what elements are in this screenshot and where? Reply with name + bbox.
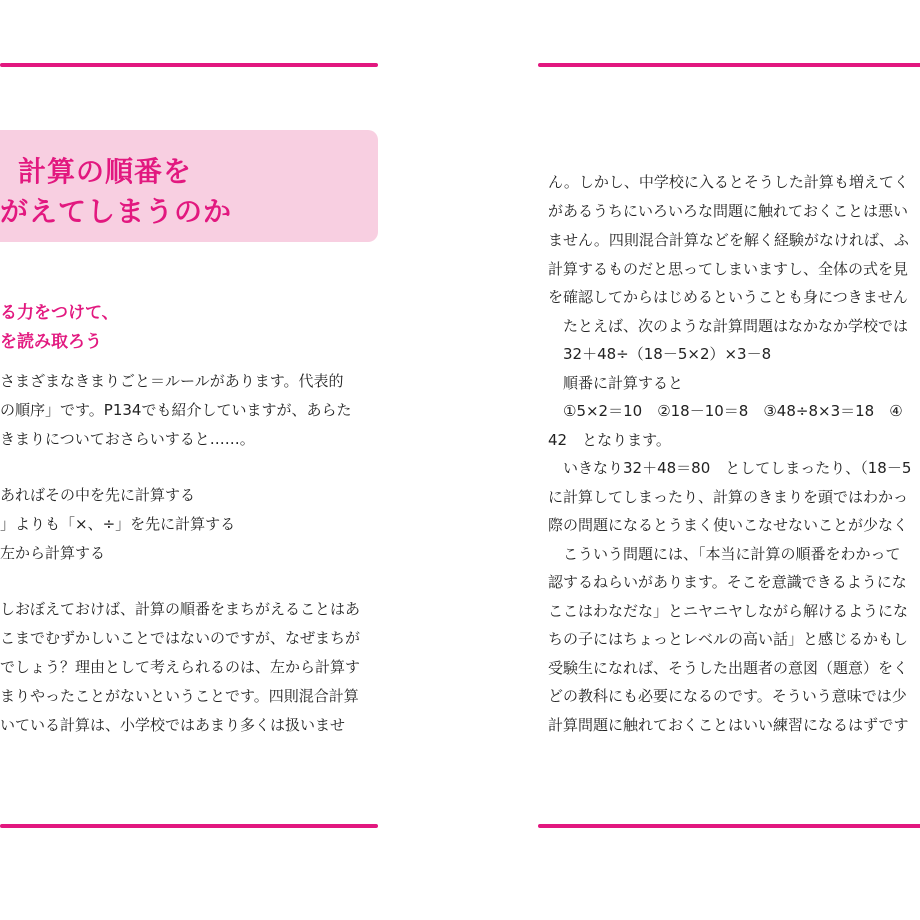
right-line-7: 32＋48÷（18－5×2）×3－8 [548,345,772,363]
right-line-3: ません。四則混合計算などを解く経験がなければ、ふ [548,231,909,249]
paragraph2-line-3: でしょう？理由として考えられるのは、左から計算す [0,658,361,676]
top-rule-right [538,63,920,67]
right-page [460,0,920,920]
bottom-rule-left [0,824,378,828]
paragraph2-line-5: いている計算は、小学校ではあまり多くは扱いませ [0,716,346,734]
right-line-17: ちの子にはちょっとレベルの高い話」と感じるかもし [548,630,909,648]
paragraph2-line-2: こまでむずかしいことではないのですが、なぜまちが [0,629,361,647]
right-line-15: 認するねらいがあります。そこを意識できるようにな [548,573,907,591]
right-line-6: たとえば、次のような計算問題はなかなか学校では [548,317,909,335]
right-line-13: 際の問題になるとうまく使いこなせないことが少なく [548,516,909,534]
paragraph2-line-4: まりやったことがないということです。四則混合計算 [0,687,359,705]
paragraph1-line-2: の順序」です。P134でも紹介していますが、あらた [0,401,352,419]
right-line-8: 順番に計算すると [548,374,684,392]
right-line-5: を確認してからはじめるということも身につきません [548,288,908,306]
right-line-4: 計算するものだと思ってしまいますし、全体の式を見 [548,260,909,278]
paragraph1-line-1: さまざまなきまりごと＝ルールがあります。代表的 [0,372,344,390]
right-line-11: いきなり32＋48＝80 としてしまったり、（18－5 [548,459,912,477]
right-line-9: ①5×2＝10 ②18－10＝8 ③48÷8×3＝18 ④ [548,402,903,420]
rule-item-3: 左から計算する [0,544,106,562]
right-line-2: があるうちにいろいろな問題に触れておくことは悪い [548,202,909,220]
rule-item-1: あればその中を先に計算する [0,486,196,504]
top-rule-left [0,63,378,67]
right-line-18: 受験生になれば、そうした出題者の意図（題意）をく [548,659,909,677]
right-line-12: に計算してしまったり、計算のきまりを頭ではわかっ [548,488,909,506]
title-box [0,130,378,242]
right-line-19: どの教科にも必要になるのです。そういう意味では少 [548,687,907,705]
rule-item-2: 」よりも「×、÷」を先に計算する [0,515,236,533]
bottom-rule-right [538,824,920,828]
paragraph2-line-1: しおぼえておけば、計算の順番をまちがえることはあ [0,600,361,618]
right-line-1: ん。しかし、中学校に入るとそうした計算も増えてく [548,173,909,191]
subheading-line-2: を読み取ろう [0,332,102,352]
right-line-16: ここはわなだな」とニヤニヤしながら解けるようにな [548,602,909,620]
right-line-20: 計算問題に触れておくことはいい練習になるはずです [548,716,909,734]
title-line-2: がえてしまうのか [0,195,233,228]
right-line-14: こういう問題には、「本当に計算の順番をわかって [548,545,901,563]
paragraph1-line-3: きまりについておさらいすると……。 [0,430,255,448]
title-line-1: 計算の順番を [18,155,193,188]
right-line-10: 42 となります。 [548,431,671,449]
subheading-line-1: る力をつけて、 [0,303,119,323]
